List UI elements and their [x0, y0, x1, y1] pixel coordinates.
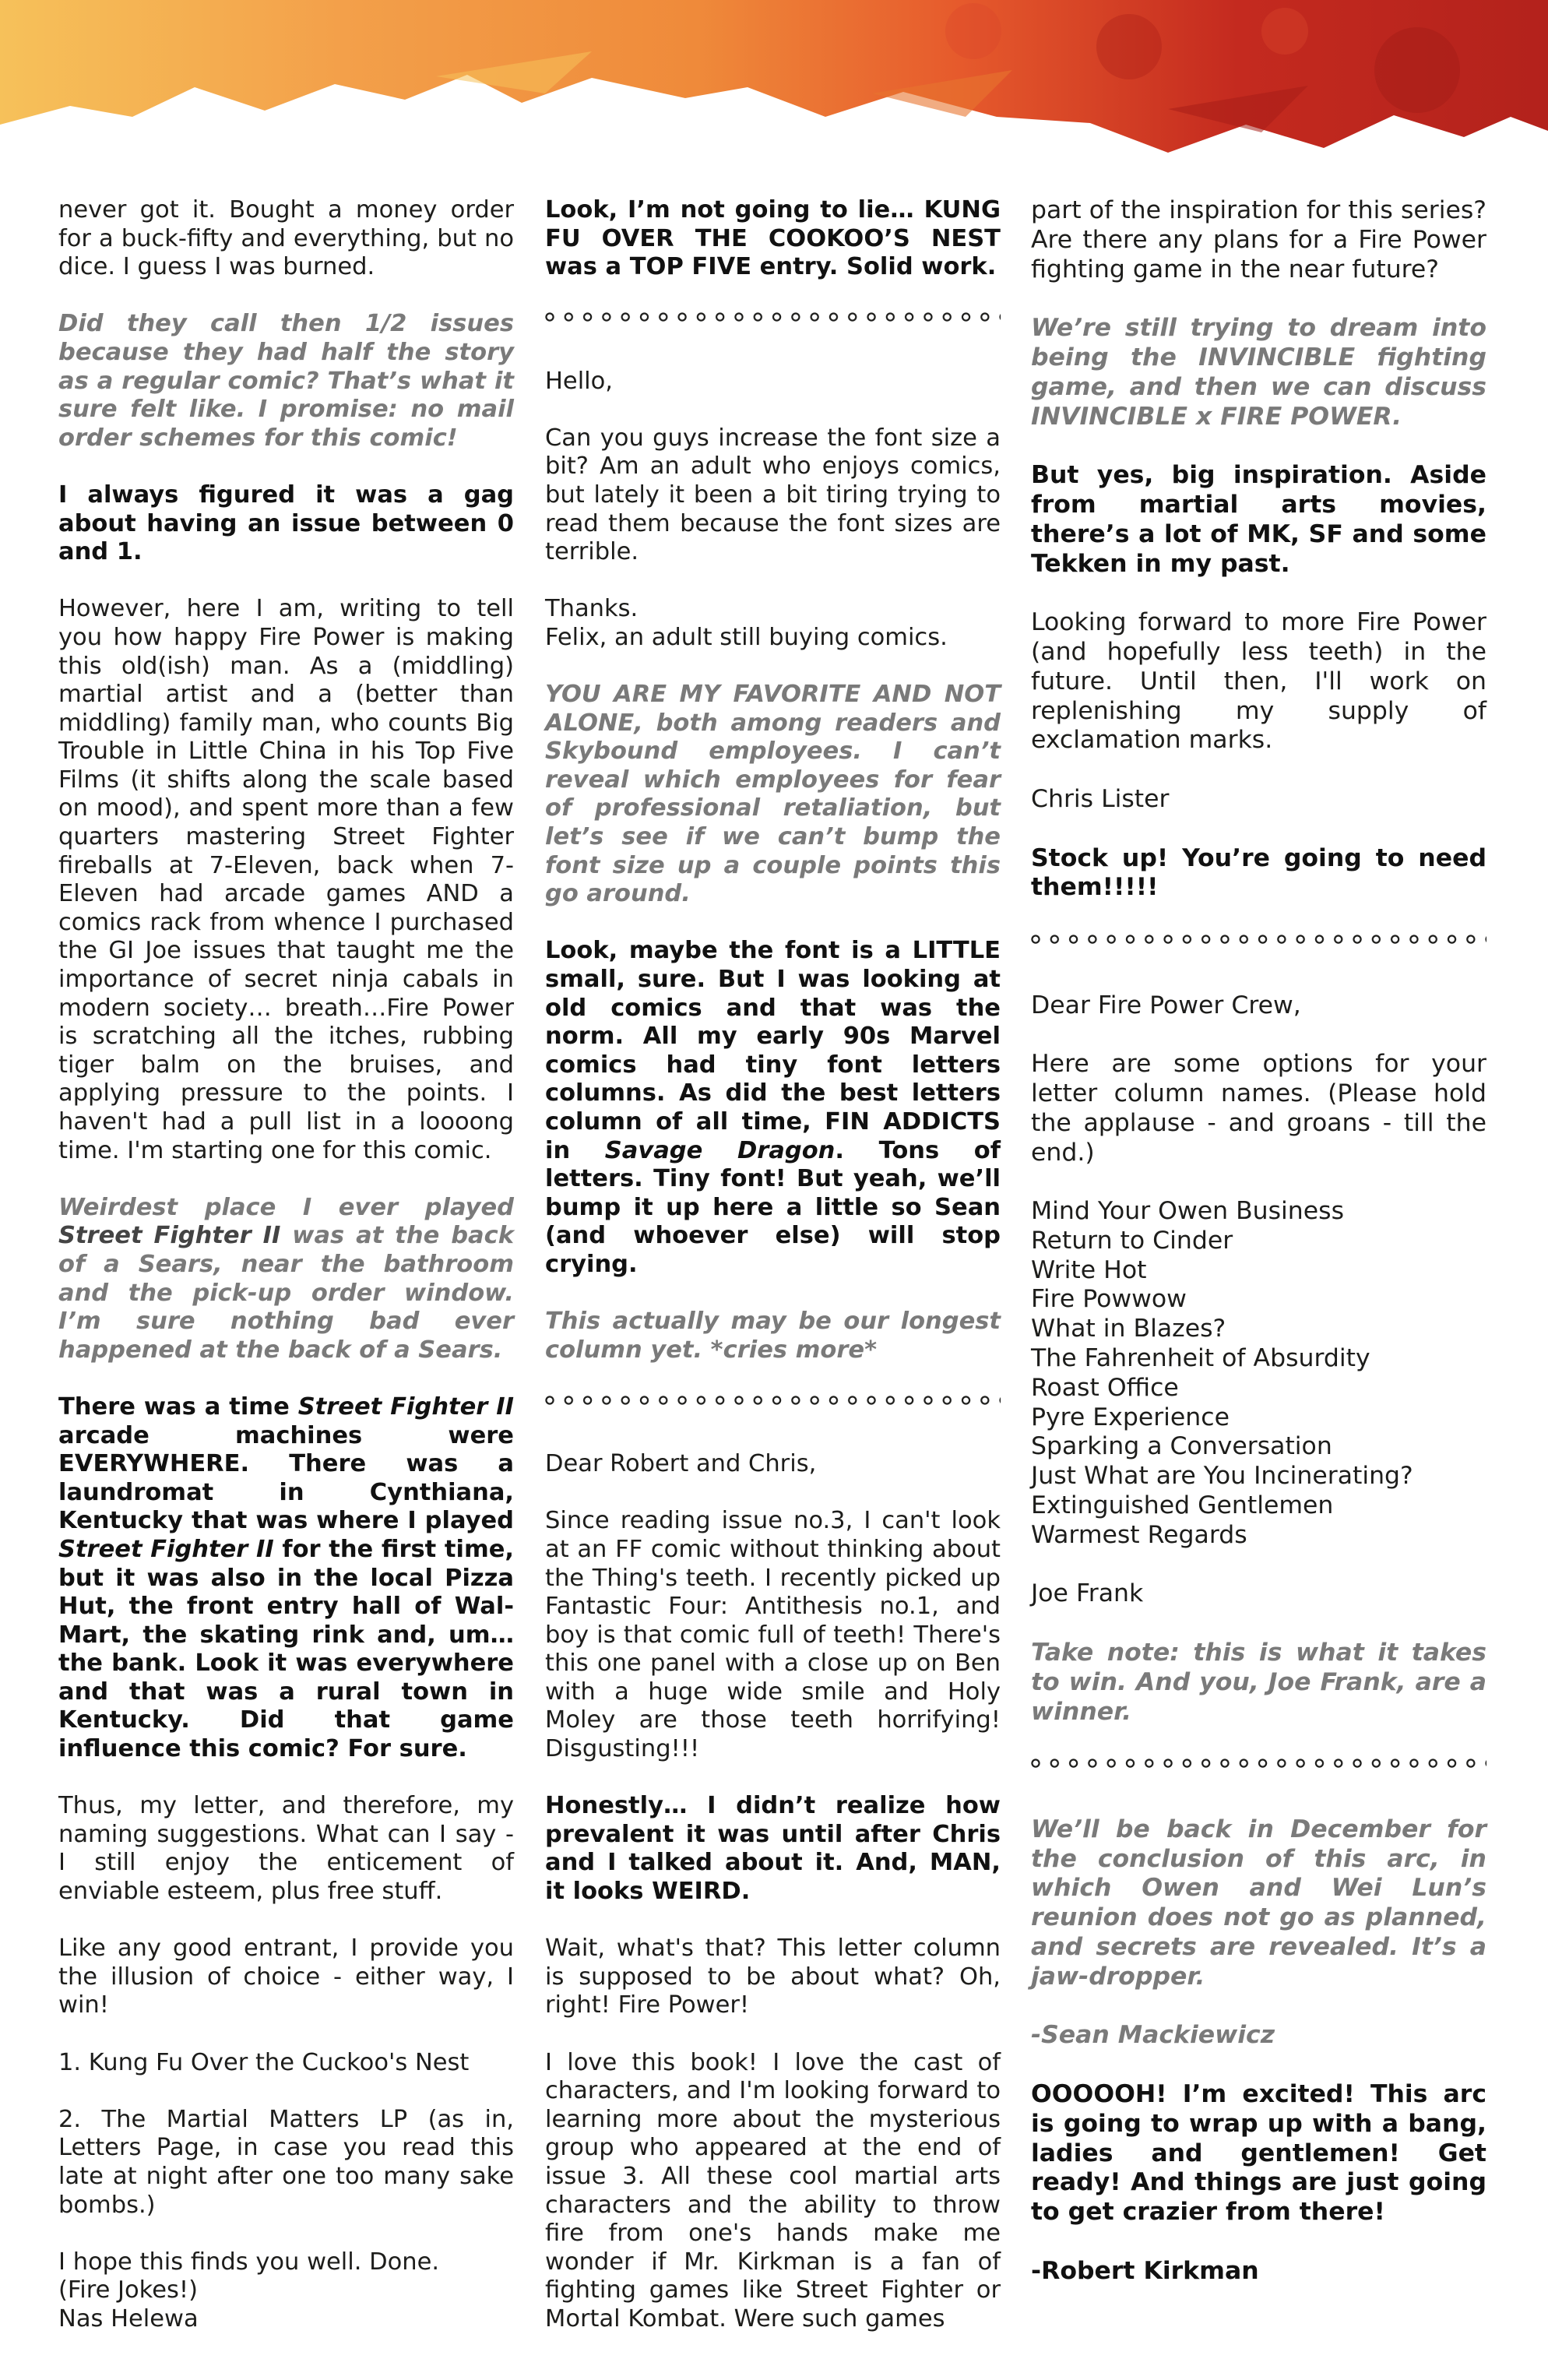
name-suggestion: Write Hot: [1031, 1255, 1147, 1284]
editor-reply: Honestly… I didn’t realize how prevalent it was until after Chris and I talked about it. And, MAN, it looks WEIRD.: [545, 1792, 1001, 1906]
editor-reply: YOU ARE MY FAVORITE AND NOT ALONE, both among readers and Skybound employees. I can’t reveal which employees for fear of professional retaliation, but let’s see if we can’t bump the font size up a couple points this go around.: [545, 681, 1001, 908]
editor-closing: We’ll be back in December for the conclusion of this arc, in which Owen and Wei Lun’s reunion does not go as planned, and secrets are revealed. It’s a jaw-dropper.: [1031, 1815, 1486, 1991]
editor-reply: Take note: this is what it takes to win. And you, Joe Frank, are a winner.: [1031, 1639, 1486, 1726]
name-suggestion: What in Blazes?: [1031, 1315, 1226, 1343]
game-title: Street Fighter II: [297, 1392, 514, 1421]
game-title: Street Fighter II: [58, 1222, 281, 1250]
letter-text: Thus, my letter, and therefore, my naming suggestions. What can I say - I still enjoy the enticement of enviable esteem, plus free stuff.: [58, 1792, 514, 1906]
name-suggestion: Warmest Regards: [1031, 1520, 1247, 1549]
editor-signature: -Sean Mackiewicz: [1031, 2021, 1275, 2050]
name-suggestion: The Fahrenheit of Absurdity: [1031, 1344, 1370, 1373]
letter-signature: Nas Helewa: [58, 2304, 199, 2332]
name-suggestion: 1. Kung Fu Over the Cuckoo's Nest: [58, 2048, 470, 2076]
name-suggestion: 2. The Martial Matters LP (as in, Letters Page, in case you read this late at night after one too many sake bombs.): [58, 2105, 514, 2219]
letter-text: never got it. Bought a money order for a buck-fifty and everything, but no dice. I guess I was burned.: [58, 196, 514, 281]
letter-text: Thanks.: [545, 595, 639, 623]
dot-separator: [545, 1393, 1001, 1422]
name-suggestion: Extinguished Gentlemen: [1031, 1491, 1334, 1520]
editor-reply: Did they call then 1/2 issues because they had half the story as a regular comic? That’s what it sure felt like. I promise: no mail order schemes for this comic!: [58, 310, 514, 452]
name-suggestion: Fire Powwow: [1031, 1285, 1187, 1314]
letters-column-1: [58, 196, 514, 2334]
editor-reply: Look, maybe the font is a LITTLE small, sure. But I was looking at old comics and that was the norm. All my early 90s Marvel comics had tiny font letters columns. As did the best letters column of all time, FIN ADDICTS in Savage Dragon. Tons of letters. Tiny font! But yeah, we’ll bump it up here a little so Sean (and whoever else) will stop crying.: [545, 937, 1001, 1278]
letter-greeting: Hello,: [545, 367, 614, 395]
dot-separator: [545, 310, 1001, 339]
letter-text: However, here I am, writing to tell you how happy Fire Power is making this old(ish) man. As a (middling) martial artist and a (better than middling) family man, who counts Big Trouble in Little China in his Top Five Films (it shifts along the scale based on mood), and spent more than a few quarters mastering Street Fighter fireballs at 7-Eleven, back when 7-Eleven had arcade games AND a comics rack from whence I purchased the GI Joe issues that taught me the importance of secret ninja cabals in modern society… breath…Fire Power is scratching all the itches, rubbing tiger balm on the bruises, and applying pressure to the points. I haven't had a pull list in a loooong time. I'm starting one for this comic.: [58, 595, 514, 1164]
editor-reply: There was a time Street Fighter II arcade machines were EVERYWHERE. There was a laundromat in Cynthiana, Kentucky that was where I played Street Fighter II for the first time, but it was also in the local Pizza Hut, the front entry hall of Wal-Mart, the skating rink and, um… the bank. Look it was everywhere and that was a rural town in Kentucky. Did that game influence this comic? For sure.: [58, 1392, 514, 1763]
letter-greeting: Dear Fire Power Crew,: [1031, 991, 1301, 1019]
comic-title: Savage Dragon: [604, 1136, 836, 1164]
letter-signature: Joe Frank: [1031, 1579, 1144, 1608]
fire-banner: [0, 0, 1548, 187]
letter-text: Here are some options for your letter column names. (Please hold the applause - and groans - till the end.): [1031, 1050, 1486, 1167]
letter-greeting: Dear Robert and Chris,: [545, 1450, 817, 1478]
editor-reply: But yes, big inspiration. Aside from martial arts movies, there’s a lot of MK, SF and some Tekken in my past.: [1031, 461, 1486, 578]
name-suggestion: Return to Cinder: [1031, 1226, 1233, 1255]
dot-separator: [1031, 932, 1486, 962]
name-suggestion: Pyre Experience: [1031, 1403, 1230, 1431]
editor-reply: I always figured it was a gag about having an issue between 0 and 1.: [58, 481, 514, 566]
name-suggestion: Roast Office: [1031, 1373, 1179, 1402]
editor-reply: Stock up! You’re going to need them!!!!!: [1031, 843, 1486, 902]
letters-column-2: [545, 196, 1001, 2334]
letter-signature: Chris Lister: [1031, 784, 1170, 813]
editor-signature: -Robert Kirkman: [1031, 2256, 1259, 2285]
letter-text: I love this book! I love the cast of characters, and I'm looking forward to learning more about the mysterious group who appeared at the end of issue 3. All these cool martial arts characters and the ability to throw fire from one's hands make me wonder if Mr. Kirkman is a fan of fighting games like Street Fighter or Mortal Kombat. Were such games: [545, 2048, 1001, 2332]
name-suggestion: Sparking a Conversation: [1031, 1432, 1332, 1461]
letters-column-3: [1031, 196, 1486, 2287]
letter-text: part of the inspiration for this series? Are there any plans for a Fire Power fighting game in the near future?: [1031, 196, 1486, 283]
editor-reply: Weirdest place I ever played Street Fighter II was at the back of a Sears, near the bathroom and the pick-up order window. I’m sure nothing bad ever happened at the back of a Sears.: [58, 1193, 514, 1364]
dot-separator: [1031, 1756, 1486, 1786]
letter-text: Can you guys increase the font size a bit? Am an adult who enjoys comics, but lately it been a bit tiring trying to read them because the font sizes are terrible.: [545, 424, 1001, 566]
name-suggestion: Mind Your Owen Business: [1031, 1197, 1344, 1226]
letter-text: Looking forward to more Fire Power (and hopefully less teeth) in the future. Until then, I'll work on replenishing my supply of exclamation marks.: [1031, 608, 1486, 755]
editor-reply: Look, I’m not going to lie… KUNG FU OVER THE COOKOO’S NEST was a TOP FIVE entry. Solid work.: [545, 196, 1001, 281]
letter-signature: Felix, an adult still buying comics.: [545, 623, 948, 651]
letter-text: Wait, what's that? This letter column is supposed to be about what? Oh, right! Fire Power!: [545, 1935, 1001, 2019]
editor-closing: OOOOOH! I’m excited! This arc is going to wrap up with a bang, ladies and gentlemen! Get ready! And things are just going to get crazier from there!: [1031, 2080, 1486, 2227]
letter-text: Since reading issue no.3, I can't look at an FF comic without thinking about the Thing's teeth. I recently picked up Fantastic Four: Antithesis no.1, and boy is that comic full of teeth! There's this one panel with a close up on Ben with a huge wide smile and Holy Moley are those teeth horrifying! Disgusting!!!: [545, 1507, 1001, 1763]
letter-text: (Fire Jokes!): [58, 2276, 199, 2304]
editor-reply: We’re still trying to dream into being the INVINCIBLE fighting game, and then we can discuss INVINCIBLE x FIRE POWER.: [1031, 314, 1486, 431]
game-title: Street Fighter II: [58, 1535, 274, 1563]
name-suggestion: Just What are You Incinerating?: [1031, 1462, 1413, 1491]
letter-text: I hope this finds you well. Done.: [58, 2248, 440, 2276]
editor-reply: This actually may be our longest column yet. *cries more*: [545, 1308, 1001, 1364]
letter-text: Like any good entrant, I provide you the illusion of choice - either way, I win!: [58, 1935, 514, 2019]
name-suggestions-list: [1031, 1197, 1486, 1551]
